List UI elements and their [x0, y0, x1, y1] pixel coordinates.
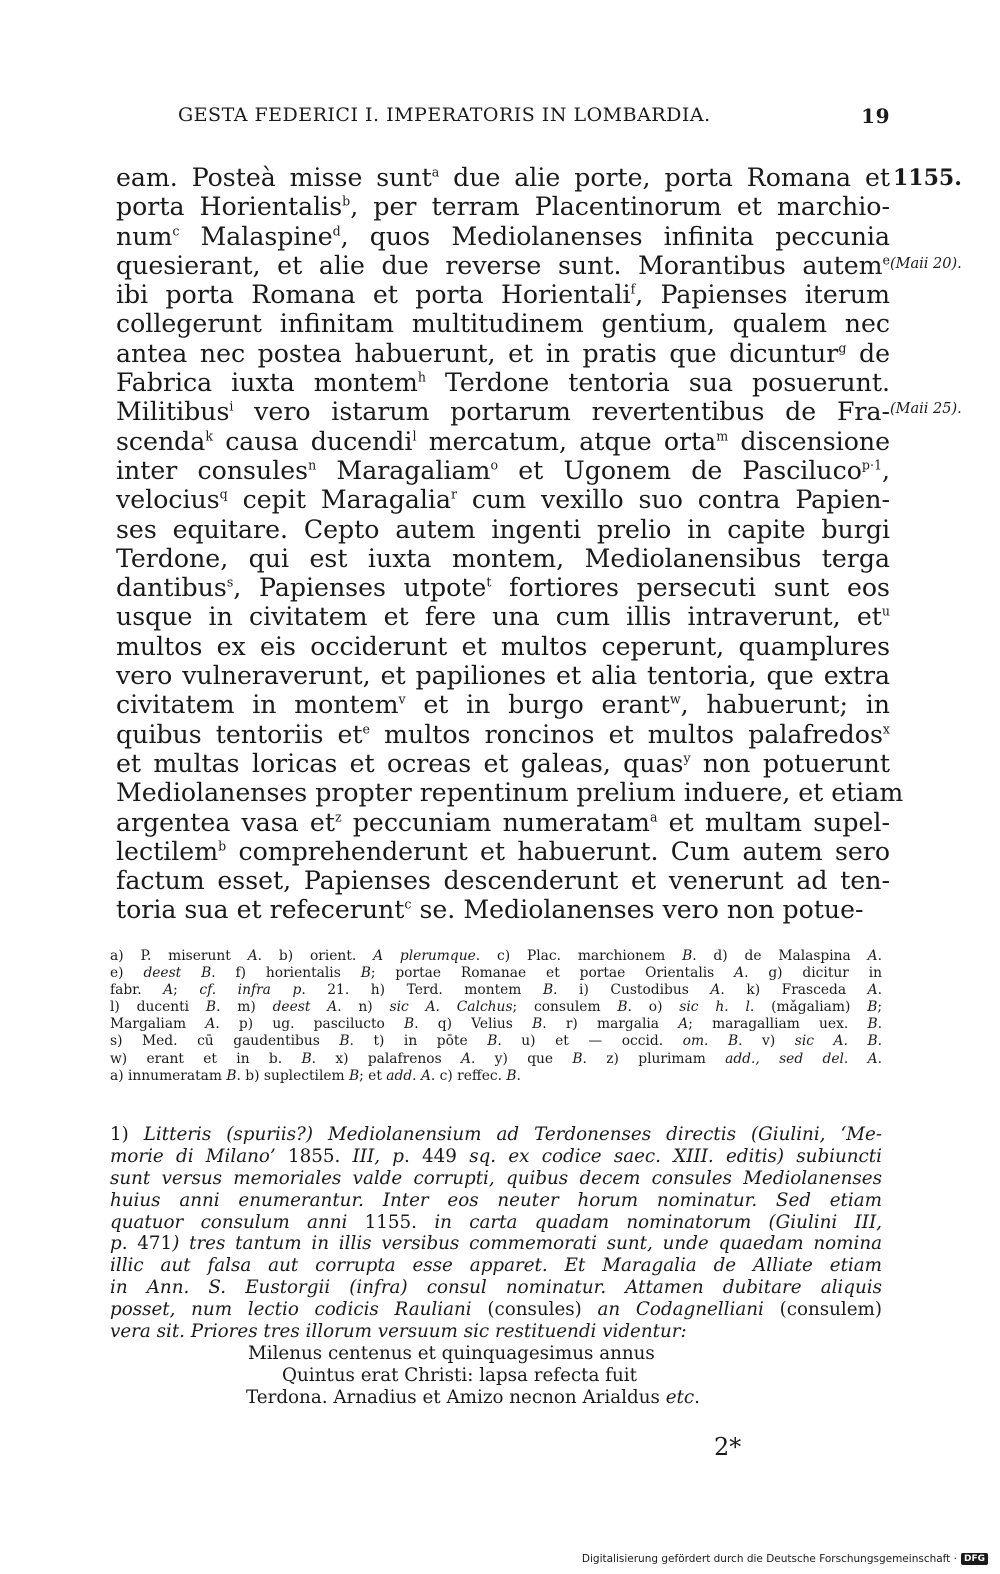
- margin-date-1: (Maii 20).: [890, 256, 962, 272]
- note-line: in Ann. S. Eustorgii (infra) consul nominatur. Attamen dubitare aliquis: [110, 1277, 882, 1299]
- margin-date-2: (Maii 25).: [890, 401, 962, 417]
- text-line: factum esset, Papienses descenderunt et venerunt ad ten-: [116, 866, 890, 896]
- verse-line: Milenus centenus et quinquagesimus annus: [248, 1342, 655, 1364]
- critical-apparatus: [110, 948, 882, 1085]
- signature-mark: 2*: [714, 1433, 742, 1461]
- footnote-line: fabr. A; cf. infra p. 21. h) Terd. montem B. i) Custodibus A. k) Frasceda A.: [110, 982, 882, 999]
- text-line: inter consules$^n$ Maragaliam$^o$ et Ugonem de Pasciluco$^{p\cdot 1}$,: [116, 455, 890, 485]
- digitization-footer: [582, 1553, 988, 1565]
- dfg-logo-icon: DFG: [961, 1553, 988, 1565]
- page-number: 19: [861, 104, 890, 128]
- text-line: argentea vasa $et^z$ peccuniam numeratam$^a$ et multam supel-: [116, 807, 890, 837]
- margin-year: 1155.: [893, 165, 962, 191]
- text-line: scenda$^k$ causa ducendi$^l$ mercatum, atque orta$^m$ discensione: [116, 426, 890, 456]
- text-line: multos ex eis occiderunt et multos ceperunt, quamplures: [116, 631, 890, 661]
- text-line: quesierant, et alie due reverse sunt. Morantibus autem$^e$: [116, 250, 890, 280]
- footnote-line: a) P. miserunt A. b) orient. A plerumque. c) Plac. marchionem B. d) de Malaspina A.: [110, 948, 882, 964]
- note-line: p. 471) tres tantum in illis versibus commemorati sunt, unde quaedam nomina: [110, 1233, 882, 1255]
- text-line: porta Horientalis$^b$, per terram Placentinorum et marchio-: [116, 192, 890, 222]
- note-line: sunt versus memoriales valde corrupti, quibus decem consules Mediolanenses: [110, 1167, 882, 1189]
- note-line: 1) Litteris (spuriis?) Mediolanensium ad Terdonenses directis (Giulini, ‘Me-: [110, 1124, 882, 1145]
- text-line: toria sua et refecerunt$^c$ se. Mediolanenses vero non potue-: [116, 895, 864, 925]
- footnote-line: a) innumeratam B. b) suplectilem B; et add. A. c) reffec. B.: [110, 1067, 521, 1084]
- note-line: huius anni enumerantur. Inter eos neuter horum nominatur. Sed etiam: [110, 1189, 882, 1211]
- text-line: ibi porta Romana et porta Horientali$^f$, Papienses iterum: [116, 280, 890, 310]
- text-line: collegerunt infinitam multitudinem gentium, qualem nec: [116, 309, 890, 339]
- note-line: morie di Milano’ 1855. III, p. 449 sq. ex codice saec. XIII. editis) subiuncti: [110, 1145, 882, 1167]
- text-line: Mediolanenses propter repentinum prelium induere, et etiam: [116, 778, 904, 808]
- text-line: eam. Posteà misse sunt$^a$ due alie porte, porta Romana et: [116, 163, 890, 192]
- verse-line: Quintus erat Christi: lapsa refecta fuit: [282, 1364, 637, 1386]
- text-line: Terdone, qui est iuxta montem, Mediolanensibus terga: [116, 543, 890, 573]
- verse-line: Terdona. Arnadius et Amizo necnon Arialdus etc.: [246, 1386, 700, 1408]
- text-line: quibus tentoriis $et^e$ multos roncinos et multos palafredos$^x$: [116, 719, 890, 749]
- footer-text: Digitalisierung gefördert durch die Deutsche Forschungsgemeinschaft ·: [581, 1553, 957, 1565]
- footnote-line: s) Med. cū gaudentibus B. t) in pōte B. u) et — occid. om. B. v) sic A. B.: [110, 1033, 882, 1050]
- footnote-line: l) ducenti B. m) deest A. n) sic A. Calchus; consulem B. o) sic h. l. (mǎgaliam) B;: [110, 999, 882, 1016]
- text-line: dantibus$^s$, Papienses utpote$^t$ fortiores persecuti sunt eos: [116, 573, 890, 603]
- note-line: illic aut falsa aut corrupta esse apparet. Et Maragalia de Alliate etiam: [110, 1255, 882, 1277]
- historical-note: [110, 1124, 882, 1409]
- text-line: velocius$^q$ cepit Maragalia$^r$ cum vexillo suo contra Papien-: [116, 485, 890, 515]
- text-line: Fabrica iuxta montem$^h$ Terdone tentoria sua posuerunt.: [116, 368, 890, 398]
- text-line: civitatem in montem$^v$ et in burgo erant$^w$, habuerunt; in: [116, 690, 890, 720]
- footnote-line: w) erant et in b. B. x) palafrenos A. y) que B. z) plurimam add., sed del. A.: [110, 1050, 882, 1067]
- text-line: usque in civitatem et fere una cum illis intraverunt, $et^u$: [116, 602, 890, 632]
- text-line: lectilem$^b$ comprehenderunt et habuerunt. Cum autem sero: [116, 836, 890, 866]
- footnote-line: e) deest B. f) horientalis B; portae Romanae et portae Orientalis A. g) dicitur in: [110, 965, 883, 982]
- running-title: GESTA FEDERICI I. IMPERATORIS IN LOMBARDIA.: [178, 104, 711, 126]
- note-line: vera sit. Priores tres illorum versuum sic restituendi videntur:: [110, 1321, 687, 1343]
- footnote-line: Margaliam A. p) ug. pasciluсto B. q) Velius B. r) margalia A; maragalliam uex. B.: [110, 1016, 882, 1033]
- main-text: [116, 163, 904, 925]
- text-line: antea nec postea habuerunt, et in pratis que dicuntur$^g$ de: [116, 338, 890, 368]
- text-line: ses equitare. Cepto autem ingenti prelio in capite burgi: [116, 514, 890, 544]
- text-line: Militibus$^i$ vero istarum portarum revertentibus de Fra-: [116, 397, 890, 427]
- note-line: posset, num lectio codicis Rauliani (consules) an Codagnelliani (consulem): [110, 1299, 883, 1321]
- text-line: et multas loricas et ocreas et galeas, quas$^y$ non potuerunt: [116, 748, 890, 778]
- note-line: quatuor consulum anni 1155. in carta quadam nominatorum (Giulini III,: [110, 1211, 882, 1233]
- text-line: num$^c$ Malaspine$^d$, quos Mediolanenses infinita peccunia: [116, 221, 890, 251]
- text-line: vero vulneraverunt, et papiliones et alia tentoria, que extra: [116, 661, 890, 691]
